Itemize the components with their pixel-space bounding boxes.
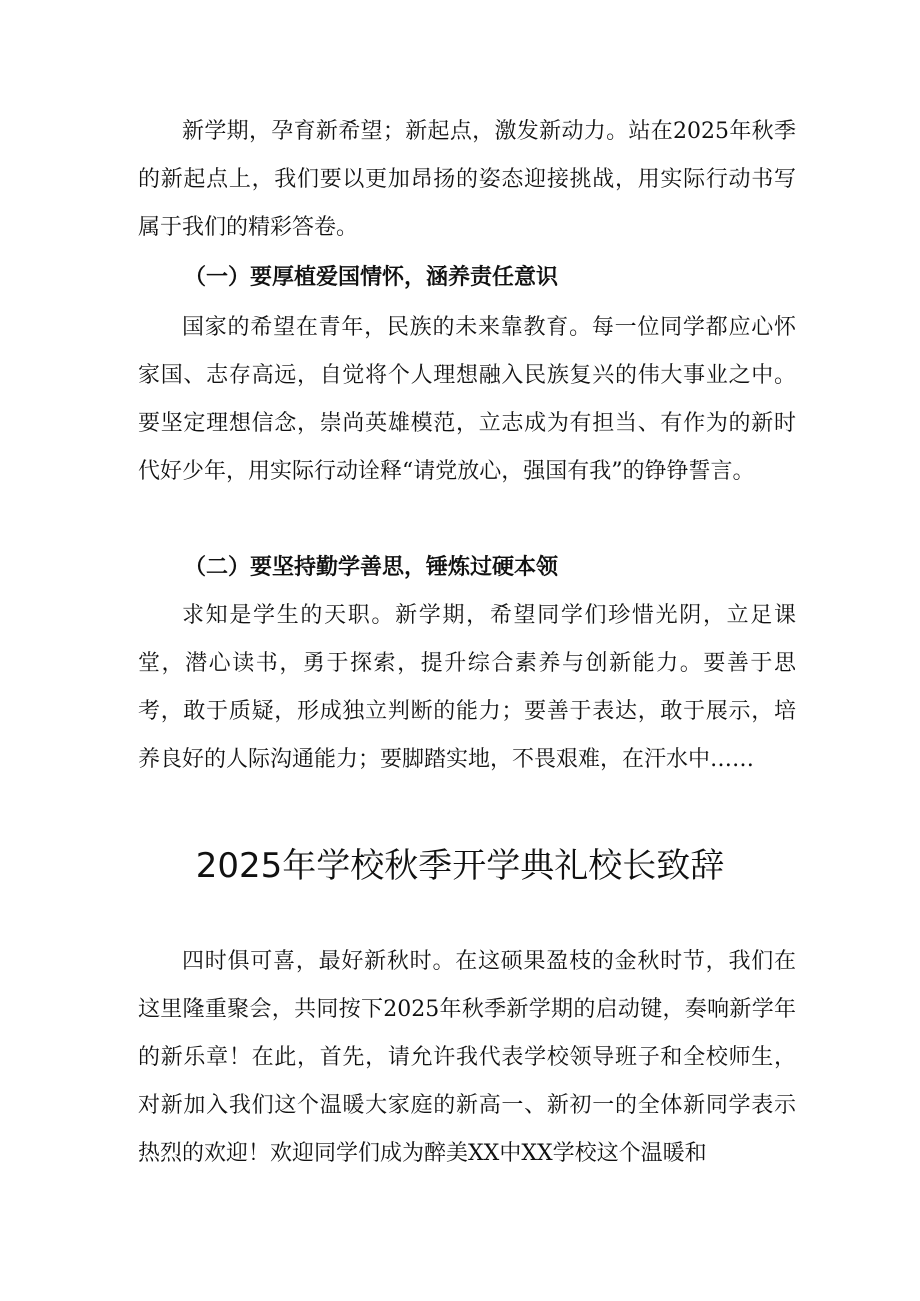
speech-opening-paragraph: 四时俱可喜，最好新秋时。在这硕果盈枝的金秋时节，我们在这里隆重聚会，共同按下2025年秋季新学期的启动键，奏响新学年的新乐章！在此，首先，请允许我代表学校领导班子和全校师生，对新加入我们这个温暖大家庭的新高一、新初一的全体新同学表示热烈的欢迎！欢迎同学们成为醉美XX中XX学校这个温暖和 — [138, 949, 796, 1166]
intro-paragraph: 新学期，孕育新希望；新起点，激发新动力。站在2025年秋季的新起点上，我们要以更加昂扬的姿态迎接挑战，用实际行动书写属于我们的精彩答卷。 — [138, 119, 796, 240]
speech-title: 2025年学校秋季开学典礼校长致辞 — [195, 846, 725, 886]
section-2-paragraph: 求知是学生的天职。新学期，希望同学们珍惜光阴，立足课堂，潜心读书，勇于探索，提升综合素养与创新能力。要善于思考，敢于质疑，形成独立判断的能力；要善于表达，敢于展示，培养良好的人际沟通能力；要脚踏实地，不畏艰难，在汗水中…… — [138, 603, 796, 772]
section-heading-1: （一）要厚植爱国情怀，涵养责任意识 — [184, 265, 559, 290]
section-heading-2: （二）要坚持勤学善思，锤炼过硬本领 — [184, 555, 559, 580]
section-1-paragraph: 国家的希望在青年，民族的未来靠教育。每一位同学都应心怀家国、志存高远，自觉将个人理想融入民族复兴的伟大事业之中。要坚定理想信念，崇尚英雄模范，立志成为有担当、有作为的新时代好少年，用实际行动诠释“请党放心，强国有我”的铮铮誓言。 — [138, 315, 796, 484]
